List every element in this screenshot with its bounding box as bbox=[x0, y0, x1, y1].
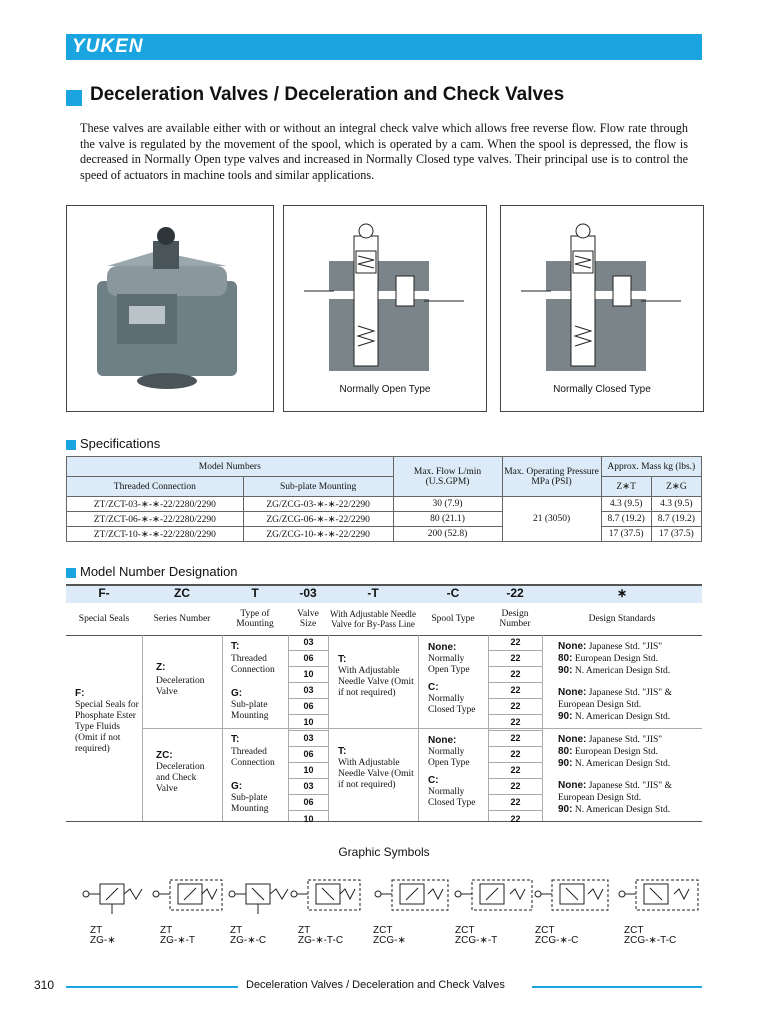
graphic-symbols-heading: Graphic Symbols bbox=[338, 845, 430, 859]
title-marker-icon bbox=[66, 90, 82, 106]
specifications-heading: Specifications bbox=[80, 436, 161, 451]
standards-threaded-1 bbox=[558, 641, 700, 677]
std-code: None: bbox=[558, 780, 587, 791]
spec-mass-g: 4.3 (9.5) bbox=[651, 497, 701, 512]
symbol-label-l1: ZT bbox=[298, 925, 311, 936]
f-description: Special Seals for Phosphate Ester Type Fluids (Omit if not required) bbox=[75, 700, 139, 754]
symbols-row bbox=[76, 872, 706, 922]
std-code: None: bbox=[558, 641, 587, 652]
size-value: 03 bbox=[289, 779, 328, 795]
code-needle-valve: -T bbox=[367, 586, 379, 600]
symbol-label-suffix: -∗-T bbox=[476, 935, 498, 946]
valve-photo bbox=[66, 205, 274, 412]
std-code: 90: bbox=[558, 804, 573, 815]
spec-subplate: ZG/ZCG-10-∗-∗-22/2290 bbox=[243, 527, 393, 542]
std-desc: European Design Std. bbox=[574, 654, 658, 664]
symbol-label-l1: ZT bbox=[230, 925, 243, 936]
standards-threaded-2 bbox=[558, 734, 700, 770]
spec-pressure: 21 (3050) bbox=[502, 497, 601, 542]
specifications-table bbox=[66, 456, 702, 542]
page-number: 310 bbox=[34, 978, 55, 992]
spool-c-description: Normally Closed Type bbox=[428, 694, 476, 715]
mounting-t-code: T: bbox=[231, 734, 240, 745]
design-number-value: 22 bbox=[489, 779, 542, 795]
design-number-value: 22 bbox=[489, 795, 542, 811]
std-code: 80: bbox=[558, 653, 573, 664]
spec-flow: 30 (7.9) bbox=[393, 497, 502, 512]
spec-threaded: ZT/ZCT-10-∗-∗-22/2280/2290 bbox=[67, 527, 244, 542]
spool-none-code: None: bbox=[428, 642, 457, 653]
spec-header-pressure: Max. Operating Pressure MPa (PSI) bbox=[502, 457, 601, 497]
header-bar bbox=[66, 34, 702, 60]
symbol-label-l2: ZCG bbox=[455, 935, 477, 946]
spec-header-zg: Z∗G bbox=[651, 477, 701, 497]
design-number-value: 22 bbox=[489, 635, 542, 651]
spool-none-description: Normally Open Type bbox=[428, 747, 470, 768]
zc-code: ZC: bbox=[156, 750, 173, 761]
label-spool: Spool Type bbox=[431, 614, 475, 624]
design-number-value: 22 bbox=[510, 814, 521, 824]
label-mounting: Type of Mounting bbox=[236, 609, 274, 629]
needle-valve-description: With Adjustable Needle Valve (Omit if not required) bbox=[338, 666, 414, 698]
code-spool: -C bbox=[446, 586, 460, 600]
std-desc: Japanese Std. "JIS" bbox=[588, 642, 663, 652]
std-code: None: bbox=[558, 734, 587, 745]
symbol-label-l2: ZCG bbox=[373, 935, 395, 946]
symbol-label bbox=[90, 926, 116, 946]
page-title: Deceleration Valves / Deceleration and Check Valves bbox=[90, 84, 565, 105]
z-description: Deceleration Valve bbox=[156, 676, 205, 697]
code-size: -03 bbox=[299, 586, 317, 600]
std-desc: N. American Design Std. bbox=[574, 805, 671, 815]
symbol-label bbox=[373, 926, 406, 946]
symbol-label-l1: ZCT bbox=[624, 925, 644, 936]
label-needle-valve: With Adjustable Needle Valve for By-Pass Line bbox=[329, 609, 417, 629]
spec-mass-t: 4.3 (9.5) bbox=[601, 497, 651, 512]
footer-line-left bbox=[66, 986, 238, 988]
std-code: 80: bbox=[558, 746, 573, 757]
size-value: 10 bbox=[289, 763, 328, 779]
normally-open-diagram bbox=[283, 205, 487, 412]
spec-header-threaded: Threaded Connection bbox=[67, 477, 244, 497]
symbol-label-suffix: -∗-C bbox=[243, 935, 267, 946]
mounting-t-description: Threaded Connection bbox=[231, 654, 275, 675]
needle-valve-code: T: bbox=[338, 654, 347, 665]
label-design-number: Design Number bbox=[499, 609, 531, 629]
valve-symbols-icon bbox=[76, 872, 706, 922]
design-number-value: 22 bbox=[489, 715, 542, 731]
z-code: Z: bbox=[156, 662, 166, 673]
spool-c-code: C: bbox=[428, 775, 439, 786]
symbol-label bbox=[160, 926, 195, 946]
normally-open-caption: Normally Open Type bbox=[339, 384, 431, 395]
code-design-number: -22 bbox=[506, 586, 524, 600]
symbol-label-l1: ZCT bbox=[455, 925, 475, 936]
spec-header-flow: Max. Flow L/min (U.S.GPM) bbox=[393, 457, 502, 497]
symbol-label bbox=[298, 926, 343, 946]
std-desc: N. American Design Std. bbox=[574, 666, 671, 676]
label-size: Valve Size bbox=[297, 609, 319, 629]
specifications-marker-icon bbox=[66, 440, 76, 450]
size-value: 03 bbox=[289, 731, 328, 747]
symbol-label-l1: ZT bbox=[160, 925, 173, 936]
code-special-seals: F- bbox=[98, 586, 110, 600]
spec-mass-g: 17 (37.5) bbox=[651, 527, 701, 542]
valve-photo-illustration bbox=[67, 206, 273, 411]
symbol-label-l2: ZG bbox=[90, 935, 104, 946]
design-number-value: 22 bbox=[489, 667, 542, 683]
std-desc: European Design Std. bbox=[574, 747, 658, 757]
designation-marker-icon bbox=[66, 568, 76, 578]
f-code: F: bbox=[75, 688, 85, 699]
intro-paragraph: These valves are available either with or without an integral check valve which allows free reverse flow. Flow rate through the valve is regulated by the movement of the spool, which is operated by a cam. When the spool is depressed, the flow is decreased in Normally Open type valves and increased in Normally Closed type valves. Their principal use is to control the speed of actuators in machine tools and similar applications. bbox=[80, 121, 688, 182]
spec-subplate: ZG/ZCG-06-∗-∗-22/2290 bbox=[243, 512, 393, 527]
mounting-g-code: G: bbox=[231, 688, 243, 699]
symbol-label-l1: ZCT bbox=[373, 925, 393, 936]
yuken-logo: YUKEN bbox=[72, 36, 144, 57]
size-value: 06 bbox=[289, 747, 328, 763]
design-number-value: 22 bbox=[489, 683, 542, 699]
std-desc: N. American Design Std. bbox=[574, 712, 671, 722]
standards-subplate-2 bbox=[558, 780, 700, 816]
size-value: 10 bbox=[289, 715, 328, 731]
mounting-t-description: Threaded Connection bbox=[231, 747, 275, 768]
size-value: 06 bbox=[289, 699, 328, 715]
label-design-standards: Design Standards bbox=[588, 614, 656, 624]
std-desc: Japanese Std. "JIS" & European Design Std. bbox=[558, 781, 672, 803]
symbol-label-l1: ZT bbox=[90, 925, 103, 936]
size-value: 10 bbox=[289, 667, 328, 683]
sizes-column bbox=[289, 635, 328, 827]
design-number-value: 22 bbox=[489, 699, 542, 715]
spec-header-zt: Z∗T bbox=[601, 477, 651, 497]
std-desc: Japanese Std. "JIS" & European Design Std. bbox=[558, 688, 672, 710]
symbol-label bbox=[230, 926, 266, 946]
code-mounting: T bbox=[251, 586, 259, 600]
symbol-label-suffix: -∗-T bbox=[173, 935, 196, 946]
normally-closed-diagram bbox=[500, 205, 704, 412]
design-number-value: 22 bbox=[489, 747, 542, 763]
size-value: 03 bbox=[289, 635, 328, 651]
divider bbox=[66, 821, 702, 822]
symbol-label-suffix: -∗-C bbox=[556, 935, 579, 946]
needle-valve-code: T: bbox=[338, 746, 347, 757]
symbol-label-l1: ZCT bbox=[535, 925, 555, 936]
table-row bbox=[67, 497, 702, 512]
std-code: 90: bbox=[558, 711, 573, 722]
symbol-label-l2: ZCG bbox=[624, 935, 646, 946]
spec-threaded: ZT/ZCT-06-∗-∗-22/2280/2290 bbox=[67, 512, 244, 527]
spec-header-subplate: Sub-plate Mounting bbox=[243, 477, 393, 497]
divider bbox=[142, 728, 702, 729]
size-value: 10 bbox=[303, 814, 314, 824]
spec-flow: 80 (21.1) bbox=[393, 512, 502, 527]
design-number-value: 22 bbox=[489, 731, 542, 747]
std-desc: Japanese Std. "JIS" bbox=[588, 735, 663, 745]
std-code: 90: bbox=[558, 758, 573, 769]
symbol-label-suffix: -∗ bbox=[394, 935, 406, 946]
mounting-g-description: Sub-plate Mounting bbox=[231, 700, 269, 721]
symbol-label-l2: ZCG bbox=[535, 935, 557, 946]
spec-mass-t: 17 (37.5) bbox=[601, 527, 651, 542]
spec-mass-t: 8.7 (19.2) bbox=[601, 512, 651, 527]
normally-closed-section-icon bbox=[501, 206, 703, 386]
table-row bbox=[67, 512, 702, 527]
label-special-seals: Special Seals bbox=[78, 614, 130, 624]
standards-subplate-1 bbox=[558, 687, 700, 723]
symbol-label-l2: ZG bbox=[160, 935, 174, 946]
spool-c-code: C: bbox=[428, 682, 439, 693]
table-row bbox=[67, 527, 702, 542]
mounting-t-code: T: bbox=[231, 641, 240, 652]
mounting-g-code: G: bbox=[231, 781, 243, 792]
std-code: None: bbox=[558, 687, 587, 698]
design-number-value: 22 bbox=[489, 763, 542, 779]
design-number-value: 22 bbox=[489, 651, 542, 667]
designation-heading: Model Number Designation bbox=[80, 564, 238, 579]
symbol-label bbox=[624, 926, 676, 946]
zc-description: Deceleration and Check Valve bbox=[156, 762, 205, 794]
size-value: 06 bbox=[289, 651, 328, 667]
spec-mass-g: 8.7 (19.2) bbox=[651, 512, 701, 527]
spec-subplate: ZG/ZCG-03-∗-∗-22/2290 bbox=[243, 497, 393, 512]
footer-line-right bbox=[532, 986, 702, 988]
spec-threaded: ZT/ZCT-03-∗-∗-22/2280/2290 bbox=[67, 497, 244, 512]
code-design-standards: ∗ bbox=[616, 586, 628, 600]
size-value: 06 bbox=[289, 795, 328, 811]
spool-none-code: None: bbox=[428, 735, 457, 746]
spool-c-description: Normally Closed Type bbox=[428, 787, 476, 808]
symbol-label bbox=[535, 926, 578, 946]
footer-title: Deceleration Valves / Deceleration and Check Valves bbox=[246, 979, 505, 991]
spool-none-description: Normally Open Type bbox=[428, 654, 470, 675]
size-value: 03 bbox=[289, 683, 328, 699]
label-series: Series Number bbox=[153, 614, 211, 624]
symbol-label-suffix: -∗ bbox=[103, 935, 116, 946]
needle-valve-description: With Adjustable Needle Valve (Omit if not required) bbox=[338, 758, 414, 790]
normally-open-section-icon bbox=[284, 206, 486, 386]
spec-header-mass: Approx. Mass kg (lbs.) bbox=[601, 457, 701, 477]
symbol-label-suffix: -∗-T-C bbox=[645, 935, 677, 946]
code-series: ZC bbox=[174, 586, 190, 600]
symbol-label bbox=[455, 926, 497, 946]
mounting-g-description: Sub-plate Mounting bbox=[231, 793, 269, 814]
std-desc: N. American Design Std. bbox=[574, 759, 671, 769]
symbol-label-l2: ZG bbox=[230, 935, 244, 946]
spec-flow: 200 (52.8) bbox=[393, 527, 502, 542]
symbol-label-suffix: -∗-T-C bbox=[311, 935, 344, 946]
symbol-label-l2: ZG bbox=[298, 935, 312, 946]
normally-closed-caption: Normally Closed Type bbox=[553, 384, 651, 395]
spec-header-model: Model Numbers bbox=[67, 457, 394, 477]
std-code: 90: bbox=[558, 665, 573, 676]
design-number-column bbox=[489, 635, 542, 827]
